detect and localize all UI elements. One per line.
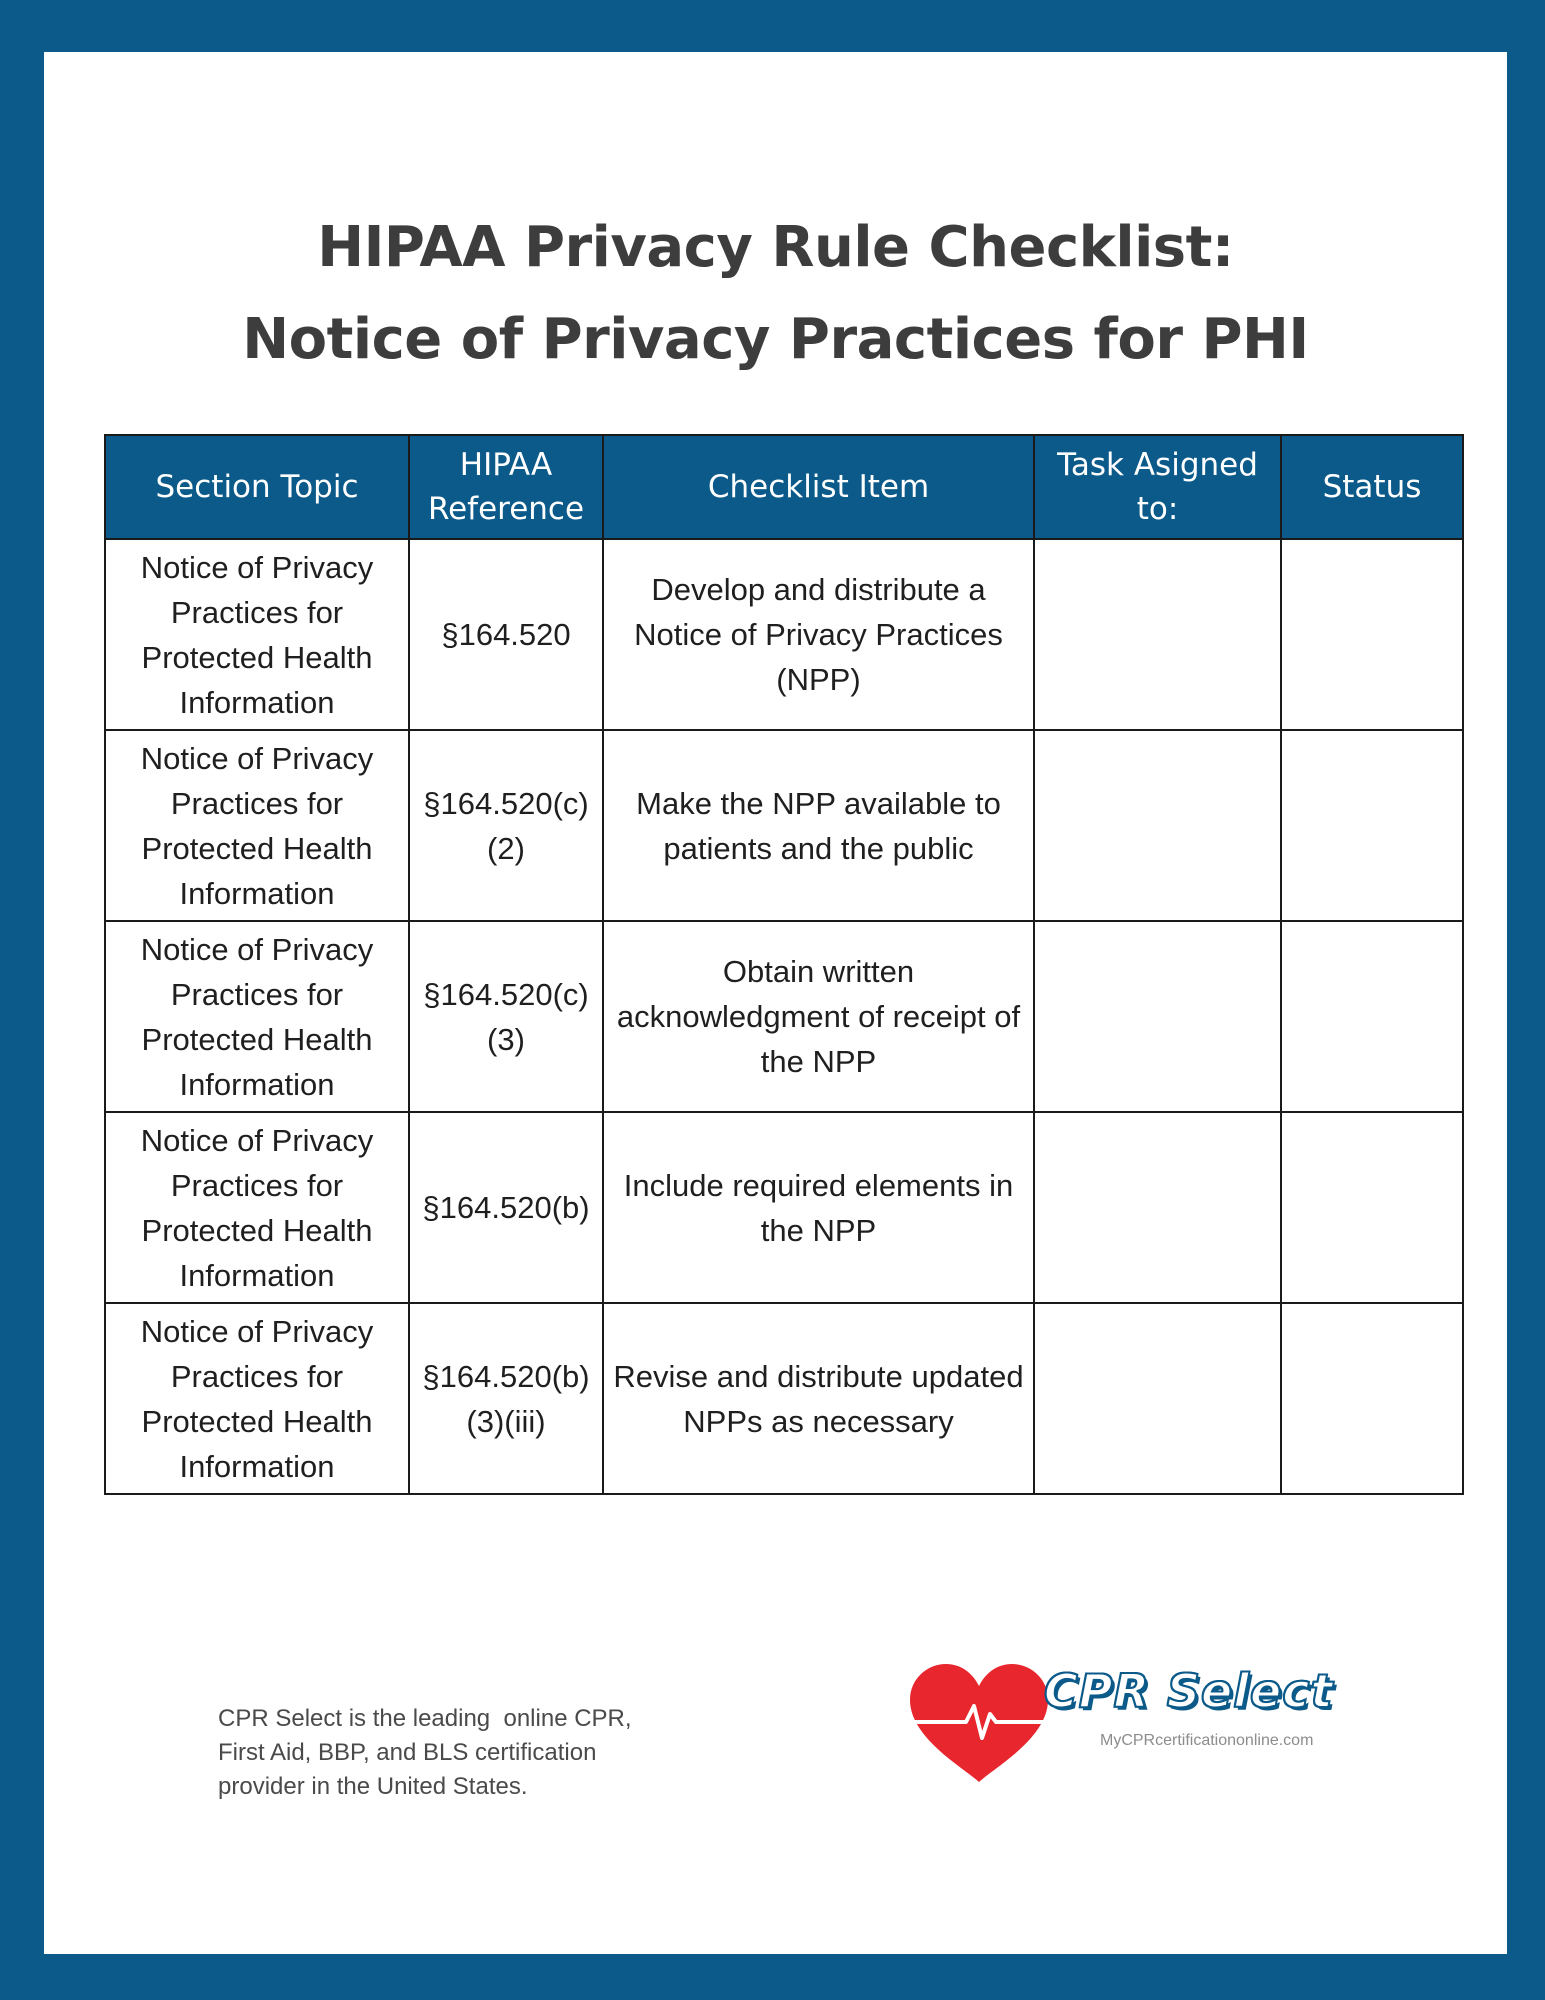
cell-assigned-to[interactable]: [1034, 921, 1281, 1112]
cell-section-topic: Notice of Privacy Practices for Protected Health Information: [105, 1303, 409, 1494]
reference-line-1: §164.520: [441, 617, 571, 652]
table-row: [105, 1112, 1463, 1303]
cell-checklist-item: Make the NPP available to patients and the public: [603, 730, 1034, 921]
cell-status[interactable]: [1281, 1303, 1463, 1494]
table-row: [105, 539, 1463, 730]
cell-section-topic: Notice of Privacy Practices for Protected Health Information: [105, 921, 409, 1112]
header-section-topic: Section Topic: [105, 435, 409, 539]
cell-status[interactable]: [1281, 1112, 1463, 1303]
header-task-assigned-to: Task Asigned to:: [1034, 435, 1281, 539]
title-line-1: HIPAA Privacy Rule Checklist:: [317, 215, 1234, 280]
cell-assigned-to[interactable]: [1034, 730, 1281, 921]
cell-status[interactable]: [1281, 730, 1463, 921]
cell-hipaa-reference: [409, 539, 603, 730]
cell-hipaa-reference: [409, 730, 603, 921]
footer-description: [218, 1702, 738, 1804]
cell-hipaa-reference: [409, 921, 603, 1112]
cell-status[interactable]: [1281, 539, 1463, 730]
cell-checklist-item: Include required elements in the NPP: [603, 1112, 1034, 1303]
cell-checklist-item: Obtain written acknowledgment of receipt of the NPP: [603, 921, 1034, 1112]
cell-assigned-to[interactable]: [1034, 1112, 1281, 1303]
table-row: [105, 921, 1463, 1112]
logo-name: CPR Select: [1044, 1664, 1334, 1718]
reference-line-1: §164.520(c): [423, 976, 589, 1012]
reference-line-1: §164.520(c): [423, 785, 589, 821]
reference-line-2: (3)(iii): [466, 1403, 546, 1439]
page-title: [44, 202, 1507, 386]
cell-checklist-item: Develop and distribute a Notice of Privacy Practices (NPP): [603, 539, 1034, 730]
cell-status[interactable]: [1281, 921, 1463, 1112]
cell-checklist-item: Revise and distribute updated NPPs as necessary: [603, 1303, 1034, 1494]
footer-line-3: provider in the United States.: [218, 1773, 528, 1800]
cpr-select-logo: [904, 1652, 1344, 1832]
cell-section-topic: Notice of Privacy Practices for Protected Health Information: [105, 539, 409, 730]
table-header-row: [105, 435, 1463, 539]
table-row: [105, 730, 1463, 921]
footer-line-2: First Aid, BBP, and BLS certification: [218, 1739, 597, 1766]
cell-section-topic: Notice of Privacy Practices for Protected Health Information: [105, 1112, 409, 1303]
cell-assigned-to[interactable]: [1034, 539, 1281, 730]
checklist-table: [104, 434, 1464, 1495]
table-row: [105, 1303, 1463, 1494]
checklist-page: [44, 52, 1507, 1954]
reference-line-1: §164.520(b): [422, 1358, 590, 1394]
header-status: Status: [1281, 435, 1463, 539]
cell-hipaa-reference: [409, 1303, 603, 1494]
cell-assigned-to[interactable]: [1034, 1303, 1281, 1494]
header-hipaa-reference: HIPAA Reference: [409, 435, 603, 539]
title-line-2: Notice of Privacy Practices for PHI: [242, 307, 1309, 372]
footer-line-1: CPR Select is the leading online CPR,: [218, 1705, 632, 1732]
cell-hipaa-reference: [409, 1112, 603, 1303]
heart-pulse-icon: [904, 1660, 1054, 1790]
cell-section-topic: Notice of Privacy Practices for Protected Health Information: [105, 730, 409, 921]
reference-line-2: (3): [487, 1021, 525, 1057]
logo-url: MyCPRcertificationonline.com: [1100, 1732, 1314, 1749]
header-checklist-item: Checklist Item: [603, 435, 1034, 539]
reference-line-1: §164.520(b): [422, 1190, 590, 1225]
reference-line-2: (2): [487, 830, 525, 866]
